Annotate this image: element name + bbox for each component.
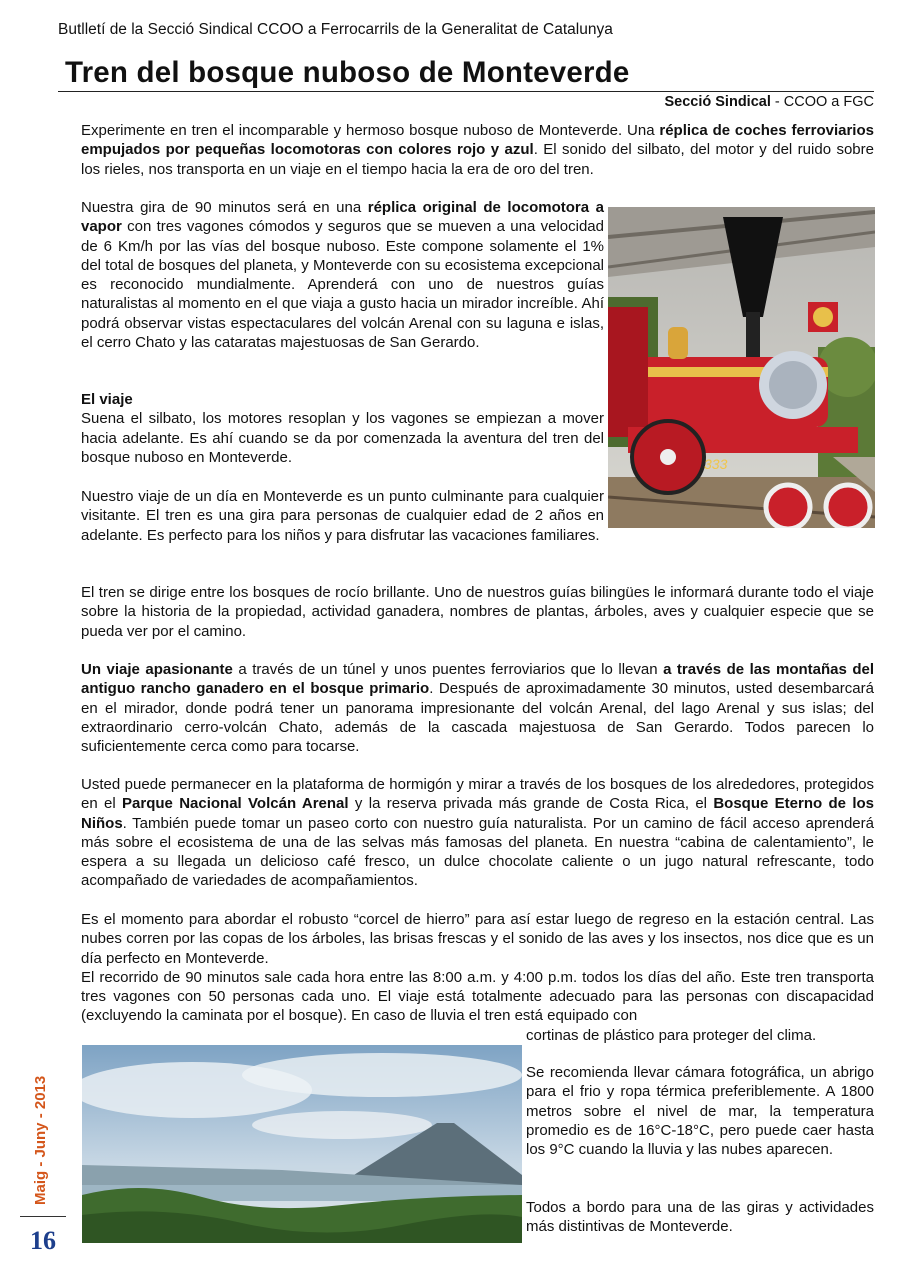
closing-paragraph: Todos a bordo para una de las giras y actividades más distintivas de Monteverde. — [526, 1199, 874, 1236]
schedule-paragraph-end: cortinas de plástico para proteger del clima. — [526, 1027, 817, 1044]
byline-section: Secció Sindical — [664, 94, 771, 110]
schedule-paragraph: Es el momento para abordar el robusto “corcel de hierro” para así estar luego de regreso en la estación central. Las nubes corren por las copas de los árboles, las brisas frescas y el sonido de las aves y los insectos, nos dice que es un día perfecto en Monteverde. El recorrido de 90 minutos sale cada hora entre las 8:00 a.m. y 4:00 p.m. todos los días del año. Este tren transporta tres vagones con 50 personas cada uno. El viaje está totalmente adecuado para las personas con discapacidad (excluyendo la caminata por el bosque). En caso de lluvia el tren está equipado con — [81, 911, 874, 1025]
page-number: 16 — [30, 1226, 56, 1255]
platform-paragraph: Usted puede permanecer en la plataforma de hormigón y mirar a través de los bosques de los alrededores, protegidos en el Parque Nacional Volcán Arenal y la reserva privada más grande de Costa Rica, el Bosque Eterno de los Niños. También puede tomar un paseo corto con nuestro guía naturalista. Por un camino de fácil acceso aprenderá más sobre el ecosistema de una de las selvas más famosas del planeta. En nuestra “cabina de calentamiento”, le espera a su llegada un delicioso café fresco, un dulce chocolate caliente o un jugo natural refrescante, todo acompañado de variedades de acompañamientos. — [81, 776, 874, 890]
title-divider — [58, 91, 874, 92]
visitor-paragraph: Nuestro viaje de un día en Monteverde es un punto culminante para cualquier visitante. El tren es una gira para personas de cualquier edad de 2 años en adelante. Es perfecto para los niños y para disfrutar las vacaciones familiares. — [81, 488, 604, 544]
newsletter-header: Butlletí de la Secció Sindical CCOO a Ferrocarrils de la Generalitat de Catalunya — [58, 21, 613, 38]
volcano-photo — [82, 1045, 522, 1243]
article-title: Tren del bosque nuboso de Monteverde — [65, 56, 630, 89]
recommendations-paragraph: Se recomienda llevar cámara fotográfica, un abrigo para el frio y ropa térmica preferiblemente. A 1800 metros sobre el nivel de mar, la temperatura promedio es de 16°C-18°C, pero puede caer hasta los 9°C cuando la lluvia y las nubes aparecen. — [526, 1064, 874, 1159]
guides-paragraph: El tren se dirige entre los bosques de rocío brillante. Uno de nuestros guías bilingües le informará durante todo el viaje sobre la historia de la propiedad, actividad ganadera, nombres de plantas, árboles, aves y cualquier especie que se pueda ver por el camino. — [81, 584, 874, 640]
tour-paragraph: Nuestra gira de 90 minutos será en una réplica original de locomotora a vapor con tres vagones cómodos y seguros que se mueven a una velocidad de 6 Km/h por las vías del bosque nuboso. Este compone solamente el 1% del total de bosques del planeta, y Monteverde con su ecosistema excepcional es reconocido mundialmente. Aprenderá con uno de nuestros guías naturalistas al momento en el que viaja a gusto hacia un mirador increíble. Ahí podrá observar vistas espectaculares del volcán Arenal con su laguna e islas, el cerro Chato y las cataratas majestuosas de San Gerardo. — [81, 199, 604, 352]
byline — [664, 94, 874, 110]
journey-heading: El viaje — [81, 391, 133, 408]
byline-org: - CCOO a FGC — [770, 94, 874, 110]
locomotive-number: 333 — [704, 456, 728, 472]
locomotive-illustration — [608, 207, 875, 528]
issue-date: Maig - Juny - 2013 — [32, 1075, 49, 1205]
passionate-trip-paragraph: Un viaje apasionante a través de un túnel y unos puentes ferroviarios que lo llevan a través de las montañas del antiguo rancho ganadero en el bosque primario. Después de aproximadamente 30 minutos, usted desembarcará en el mirador, donde podrá tener un panorama impresionante del volcán Arenal, del lago Arenal y sus islas; del extraordinario cerro-volcán Chato, además de la cascada majestuosa de San Gerardo. Todos parecen lo suficientemente cerca como para tocarse. — [81, 661, 875, 756]
footer-divider — [20, 1216, 66, 1217]
volcano-illustration — [82, 1045, 522, 1243]
intro-paragraph: Experimente en tren el incomparable y hermoso bosque nuboso de Monteverde. Una réplica de coches ferroviarios empujados por pequeñas locomotoras con colores rojo y azul. El sonido del silbato, del motor y del ruido sobre los rieles, nos transporta en un viaje en el tiempo hacia la era de oro del tren. — [81, 122, 874, 178]
journey-paragraph: El viaje Suena el silbato, los motores resoplan y los vagones se empiezan a mover hacia adelante. Es ahí cuando se da por comenzada la aventura del tren del bosque nuboso en Monteverde. — [81, 391, 604, 466]
locomotive-photo — [608, 207, 875, 528]
